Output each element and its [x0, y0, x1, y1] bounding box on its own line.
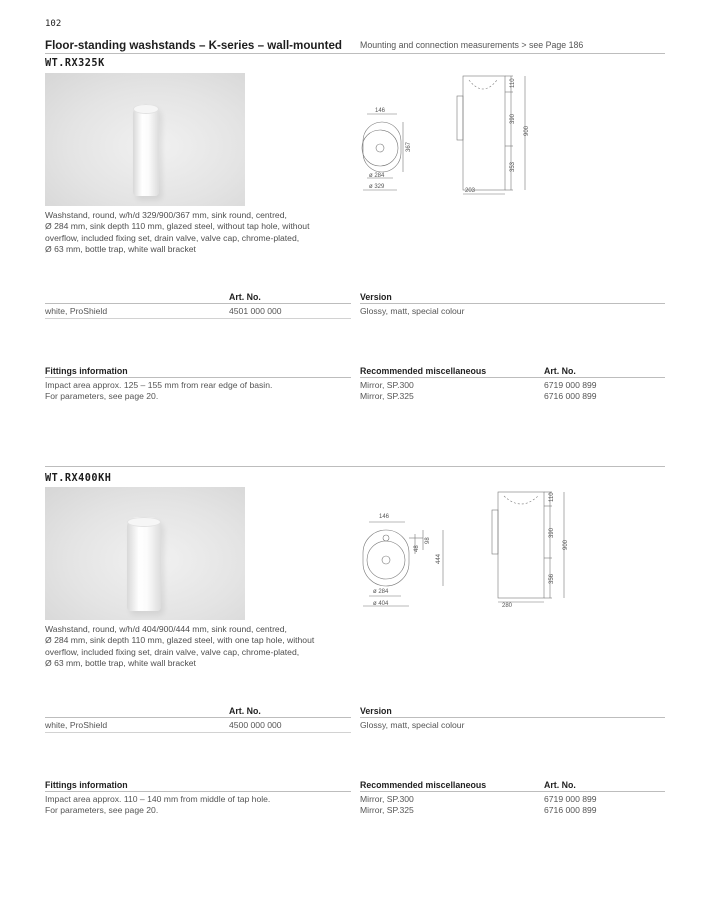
- section-divider: [45, 466, 665, 467]
- fittings-line: For parameters, see page 20.: [45, 391, 159, 401]
- version-header: Version: [360, 706, 392, 716]
- dim-total: 900: [524, 125, 530, 136]
- washstand-image: [127, 517, 161, 611]
- art-no-header: Art. No.: [229, 292, 261, 302]
- dim-low: 356: [549, 573, 555, 584]
- version-header: Version: [360, 292, 392, 302]
- misc-art-header: Art. No.: [544, 366, 576, 376]
- plan-drawing: [355, 508, 455, 612]
- dim-mid: 390: [549, 527, 555, 538]
- fittings-header: Fittings information: [45, 780, 128, 790]
- misc-item-art-no: 6716 000 899: [544, 391, 597, 401]
- washstand-image: [133, 104, 159, 196]
- art-no-header: Art. No.: [229, 706, 261, 716]
- misc-header: Recommended miscellaneous: [360, 366, 487, 376]
- fittings-line: For parameters, see page 20.: [45, 805, 159, 815]
- dim-top: 110: [510, 78, 516, 88]
- misc-item-art-no: 6719 000 899: [544, 380, 597, 390]
- variant-finish: white, ProShield: [45, 720, 108, 730]
- dim-tap-b: 48: [414, 545, 420, 552]
- dim-width-top: 146: [375, 108, 386, 114]
- dim-width-top: 146: [379, 514, 390, 520]
- dim-inner-dia: ø 284: [373, 589, 389, 595]
- variant-version: Glossy, matt, special colour: [360, 720, 465, 730]
- dim-outer-dia: ø 329: [369, 184, 385, 190]
- variant-finish: white, ProShield: [45, 306, 108, 316]
- product-description: Washstand, round, w/h/d 329/900/367 mm, sink round, centred, Ø 284 mm, sink depth 110 mm, glazed steel, without tap hole, without overflow, included fixing set, drain valve, valve cap, chrome-plated, Ø 63 mm, bottle trap, white wall bracket: [45, 210, 310, 255]
- dim-outer-dia: ø 404: [373, 601, 389, 607]
- side-drawing: [488, 488, 578, 612]
- side-drawing: [453, 72, 533, 198]
- product-photo: [45, 73, 245, 206]
- dim-inner-dia: ø 284: [369, 173, 385, 179]
- variant-art-no: 4500 000 000: [229, 720, 282, 730]
- dim-base: 280: [502, 603, 513, 609]
- page-reference-note: Mounting and connection measurements > see Page 186: [360, 40, 584, 50]
- product-description: Washstand, round, w/h/d 404/900/444 mm, sink round, centred, Ø 284 mm, sink depth 110 mm, glazed steel, with one tap hole, without overflow, included fixing set, drain valve, valve cap, chrome-plated, Ø 63 mm, bottle trap, white wall bracket: [45, 624, 315, 669]
- variant-art-no: 4501 000 000: [229, 306, 282, 316]
- dim-depth: 444: [436, 553, 442, 564]
- dim-low: 353: [510, 161, 516, 172]
- plan-drawing: [355, 100, 425, 200]
- fittings-line: Impact area approx. 125 – 155 mm from rear edge of basin.: [45, 380, 273, 390]
- variant-version: Glossy, matt, special colour: [360, 306, 465, 316]
- product-code: WT.RX325K: [45, 58, 105, 69]
- misc-item-name: Mirror, SP.300: [360, 380, 414, 390]
- dim-depth: 367: [406, 141, 412, 152]
- misc-header: Recommended miscellaneous: [360, 780, 487, 790]
- dim-base: 203: [465, 188, 476, 194]
- page-number: 102: [45, 19, 62, 29]
- header-rule: [45, 53, 665, 54]
- misc-item-art-no: 6716 000 899: [544, 805, 597, 815]
- page-title: Floor-standing washstands – K-series – wall-mounted: [45, 39, 342, 52]
- dim-mid: 390: [510, 113, 516, 124]
- misc-art-header: Art. No.: [544, 780, 576, 790]
- fittings-header: Fittings information: [45, 366, 128, 376]
- misc-item-name: Mirror, SP.325: [360, 391, 414, 401]
- dim-top: 110: [549, 492, 555, 502]
- dim-tap-a: 98: [425, 537, 431, 544]
- product-code: WT.RX400KH: [45, 473, 112, 484]
- product-photo: [45, 487, 245, 620]
- fittings-line: Impact area approx. 110 – 140 mm from middle of tap hole.: [45, 794, 271, 804]
- dim-total: 900: [563, 539, 569, 550]
- misc-item-name: Mirror, SP.325: [360, 805, 414, 815]
- misc-item-name: Mirror, SP.300: [360, 794, 414, 804]
- misc-item-art-no: 6719 000 899: [544, 794, 597, 804]
